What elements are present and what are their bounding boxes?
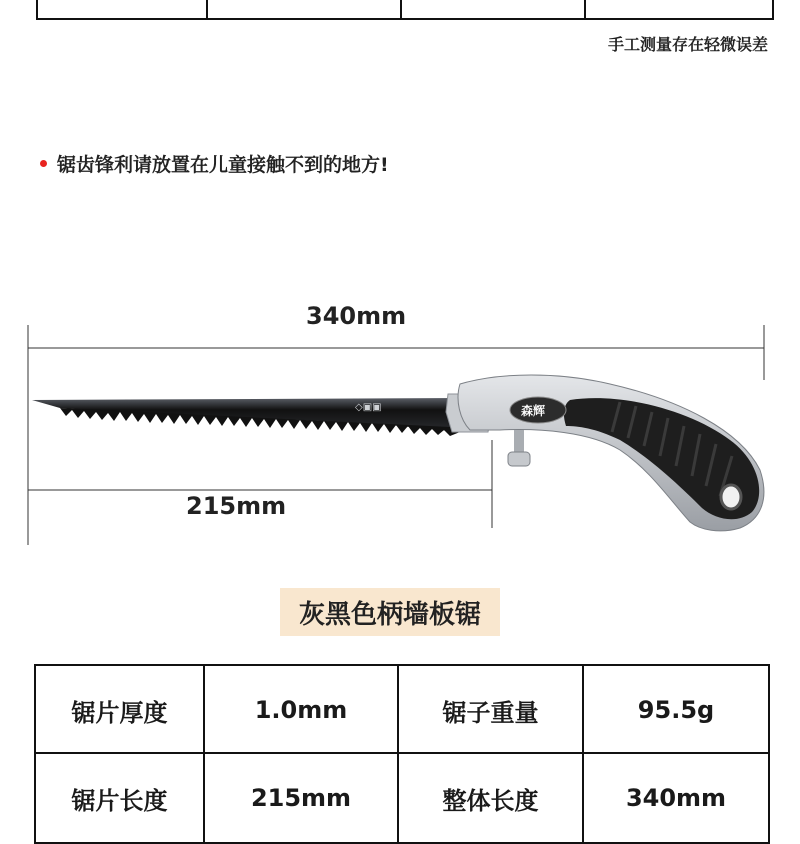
overall-length-label: 340mm: [306, 302, 407, 330]
table-row: [36, 666, 768, 754]
spec-value: 340mm: [625, 784, 727, 812]
spec-value: 215mm: [205, 754, 399, 842]
hang-hole: [721, 485, 741, 509]
thumb-screw-icon: [508, 452, 530, 466]
spec-label: 锯片厚度: [36, 666, 205, 754]
brand-name: 森辉: [521, 404, 546, 418]
table-row: [36, 754, 768, 842]
product-title: 灰黑色柄墙板锯: [280, 588, 500, 636]
spec-label: 锯子重量: [399, 666, 584, 754]
spec-label: 整体长度: [399, 754, 584, 842]
measurement-note: 手工测量存在轻微误差: [607, 35, 768, 54]
spec-table: [34, 664, 770, 844]
warning-text: 锯齿锋利请放置在儿童接触不到的地方!: [57, 154, 389, 176]
spec-value: 1.0mm: [205, 666, 399, 754]
screw-shaft: [514, 430, 524, 454]
blade-marking: ◇▣▣: [355, 402, 382, 413]
spec-value: 95.5g: [637, 696, 715, 724]
spec-label: 锯片长度: [36, 754, 205, 842]
blade-length-label: 215mm: [186, 492, 287, 520]
